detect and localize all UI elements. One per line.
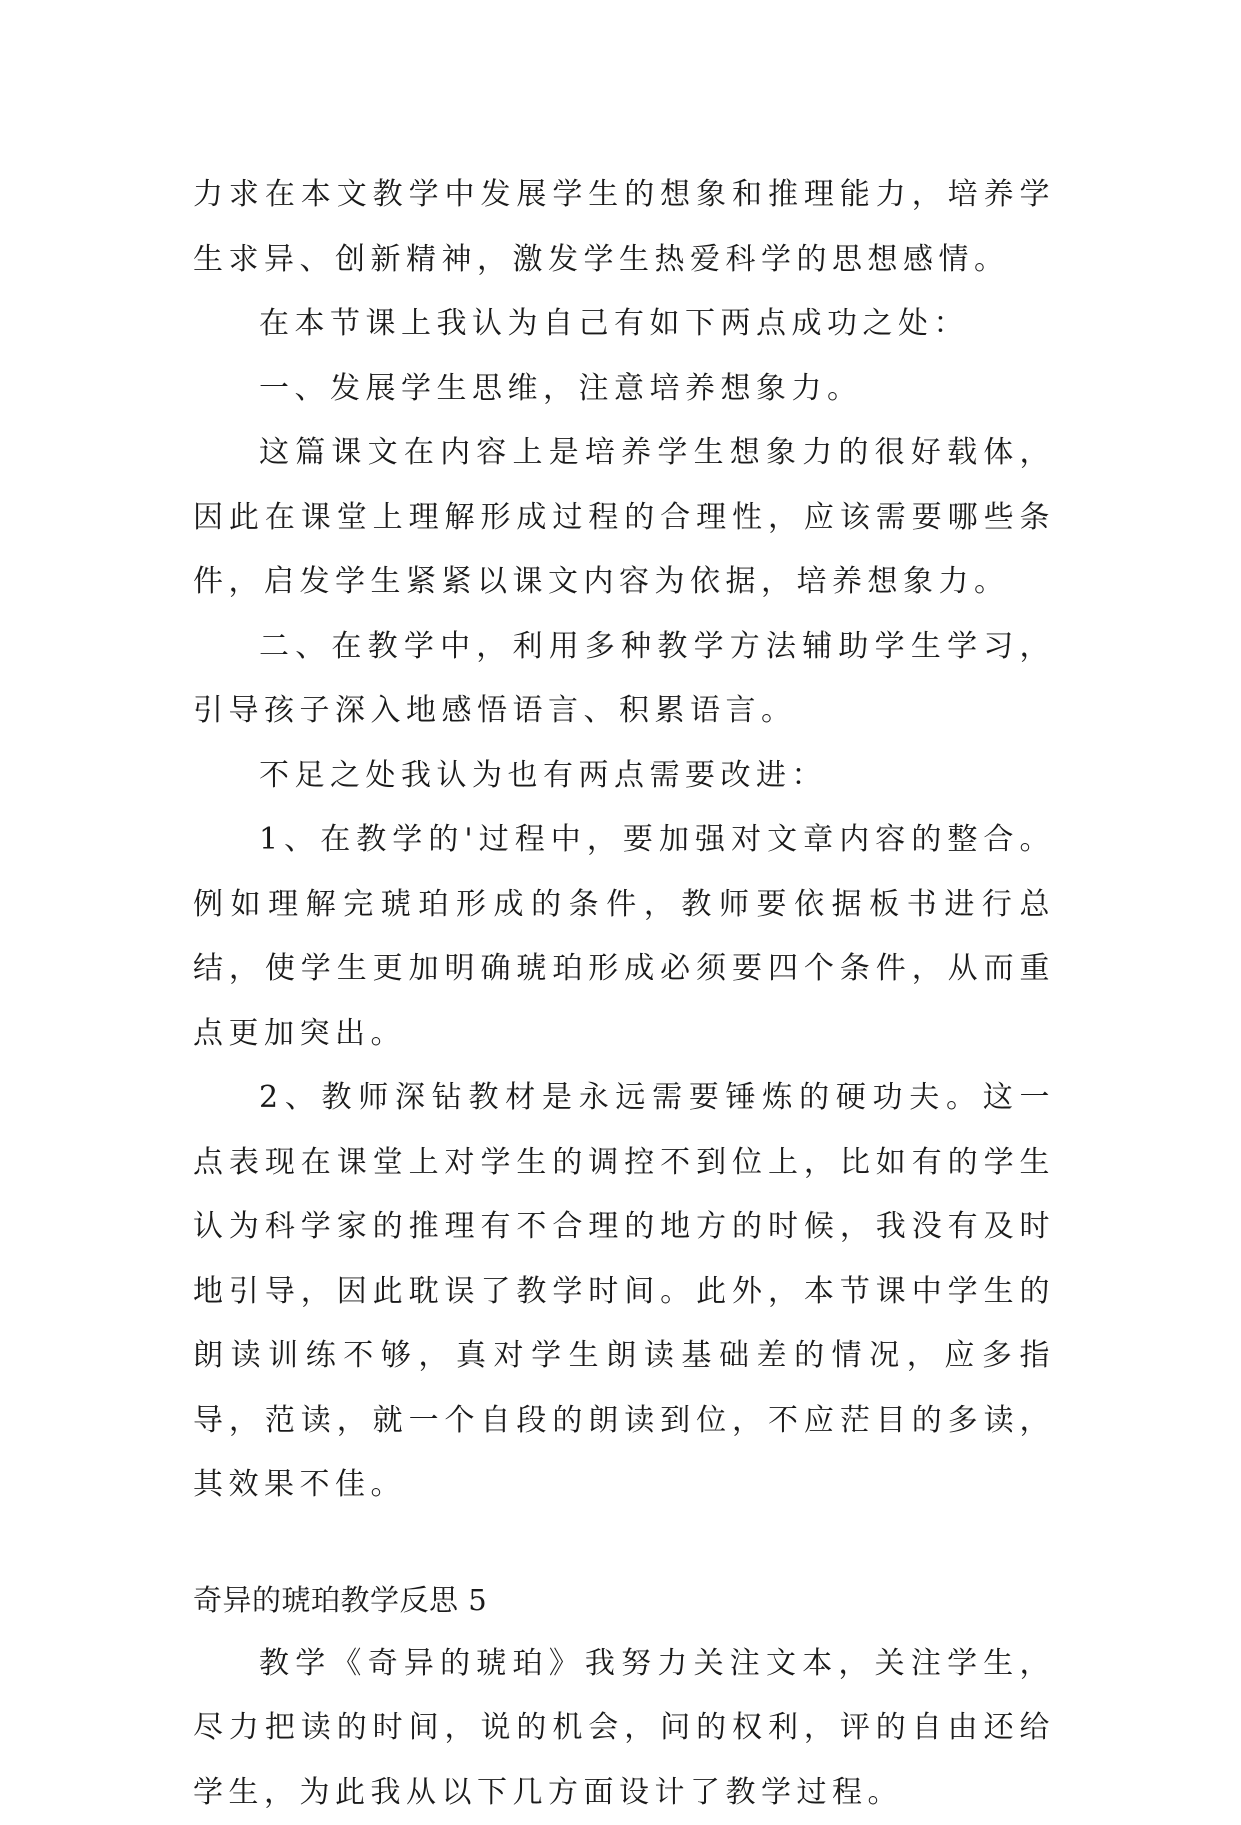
paragraph-section5-intro: 教学《奇异的琥珀》我努力关注文本，关注学生，尽力把读的时间，说的机会，问的权利，评的自由还给学生，为此我从以下几方面设计了教学过程。 <box>193 1632 1055 1825</box>
paragraph-shortcomings-intro: 不足之处我认为也有两点需要改进： <box>193 744 1055 809</box>
paragraph-shortcoming-two: 2、教师深钻教材是永远需要锤炼的硬功夫。这一点表现在课堂上对学生的调控不到位上，比如有的学生认为科学家的推理有不合理的地方的时候，我没有及时地引导，因此耽误了教学时间。此外，本节课中学生的朗读训练不够，真对学生朗读基础差的情况，应多指导，范读，就一个自段的朗读到位，不应茫目的多读，其效果不佳。 <box>193 1066 1055 1518</box>
paragraph-shortcoming-one: 1、在教学的'过程中，要加强对文章内容的整合。例如理解完琥珀形成的条件，教师要依据板书进行总结，使学生更加明确琥珀形成必须要四个条件，从而重点更加突出。 <box>193 808 1055 1066</box>
paragraph-point-one-detail: 这篇课文在内容上是培养学生想象力的很好载体，因此在课堂上理解形成过程的合理性，应该需要哪些条件，启发学生紧紧以课文内容为依据，培养想象力。 <box>193 421 1055 615</box>
section-heading: 奇异的琥珀教学反思 5 <box>193 1568 1055 1632</box>
paragraph-success-intro: 在本节课上我认为自己有如下两点成功之处： <box>193 292 1055 357</box>
paragraph-point-one: 一、发展学生思维，注意培养想象力。 <box>193 357 1055 422</box>
paragraph-point-two: 二、在教学中，利用多种教学方法辅助学生学习，引导孩子深入地感悟语言、积累语言。 <box>193 615 1055 744</box>
document-body <box>193 163 1055 1825</box>
paragraph-continuation: 力求在本文教学中发展学生的想象和推理能力，培养学生求异、创新精神，激发学生热爱科学的思想感情。 <box>193 163 1055 292</box>
